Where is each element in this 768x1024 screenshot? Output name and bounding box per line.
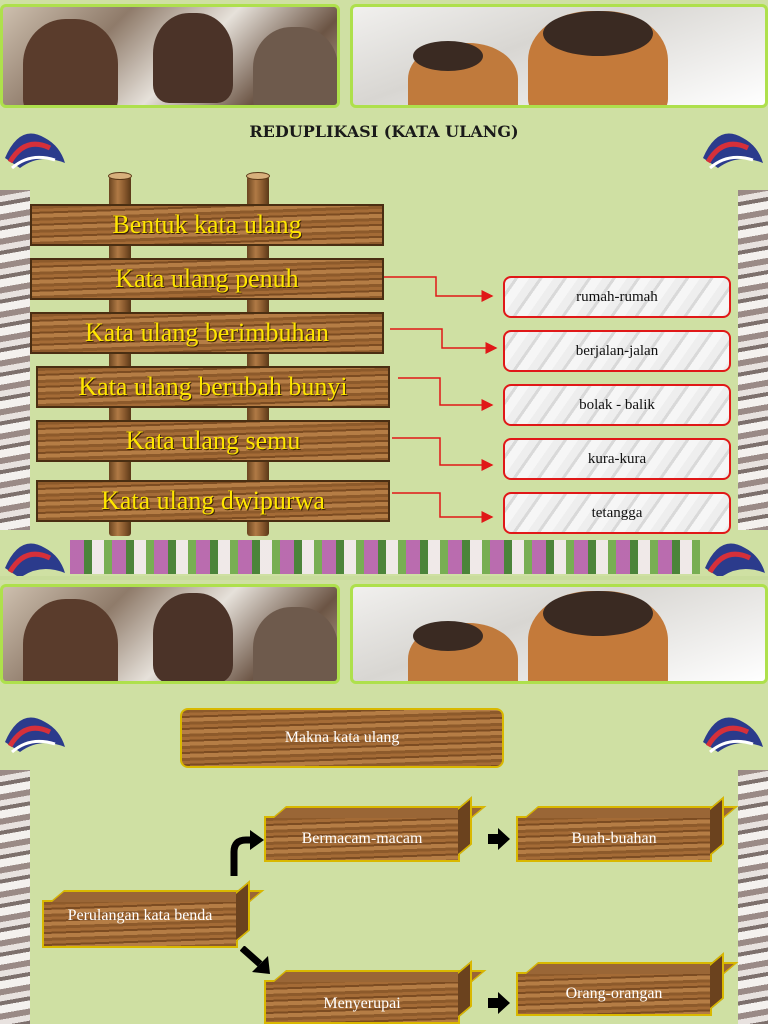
plank-header: Bentuk kata ulang — [30, 204, 384, 246]
ornament-top-right-2 — [698, 702, 768, 762]
meaning-box-1: Bermacam-macam — [264, 816, 460, 862]
ornament-top-left-2 — [0, 702, 70, 762]
classroom-photo-right-2 — [350, 584, 768, 684]
diagonal-down-arrow-icon — [240, 946, 274, 976]
right-arrow-icon-2 — [486, 990, 512, 1016]
classroom-photo-left-2 — [0, 584, 340, 684]
decor-strip-right-2 — [738, 770, 768, 1024]
decor-strip-left-2 — [0, 770, 30, 1024]
source-box: Perulangan kata benda — [42, 900, 238, 948]
plank-type-1: Kata ulang penuh — [30, 258, 384, 300]
plank-type-2: Kata ulang berimbuhan — [30, 312, 384, 354]
plank-type-5: Kata ulang dwipurwa — [36, 480, 390, 522]
ornament-bottom-right — [700, 528, 768, 576]
title-box: Makna kata ulang — [180, 708, 504, 768]
example-1: rumah-rumah — [503, 276, 731, 318]
right-arrow-icon-1 — [486, 826, 512, 852]
example-4: kura-kura — [503, 438, 731, 480]
example-3: bolak - balik — [503, 384, 731, 426]
flower-border — [70, 540, 700, 574]
example-box-2: Orang-orangan — [516, 972, 712, 1016]
meaning-box-2: Menyerupai — [264, 980, 460, 1024]
slide-title: REDUPLIKASI (KATA ULANG) — [249, 122, 519, 141]
plank-type-4: Kata ulang semu — [36, 420, 390, 462]
ornament-bottom-left — [0, 528, 70, 576]
curved-up-arrow-icon — [228, 830, 264, 876]
slide-makna-kata-ulang — [0, 580, 768, 1024]
plank-type-3: Kata ulang berubah bunyi — [36, 366, 390, 408]
example-5: tetangga — [503, 492, 731, 534]
example-2: berjalan-jalan — [503, 330, 731, 372]
example-box-1: Buah-buahan — [516, 816, 712, 862]
